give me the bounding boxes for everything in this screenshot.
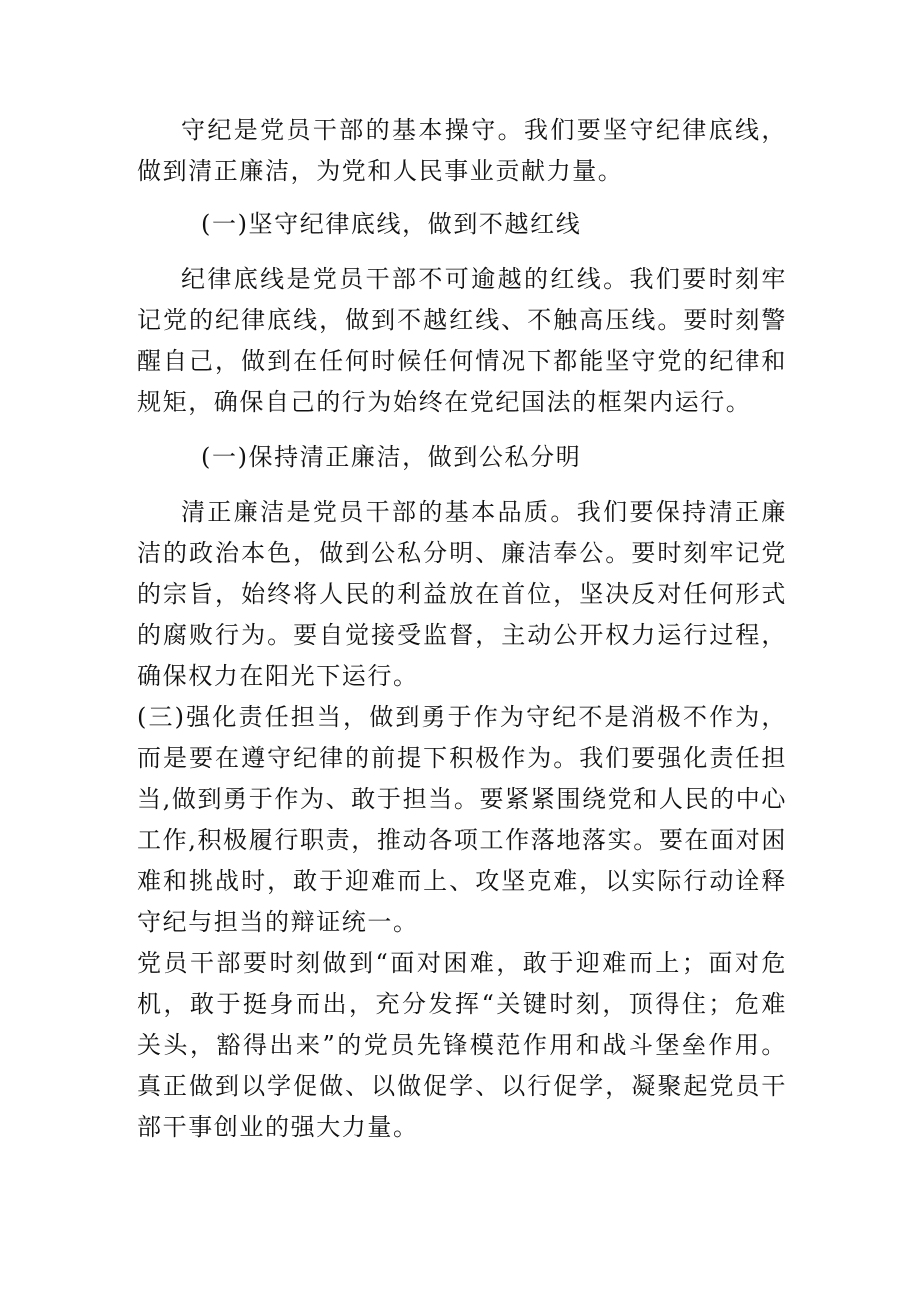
section-body-2: 清正廉洁是党员干部的基本品质。我们要保持清正廉洁的政治本色，做到公私分明、廉洁奉公。要时刻牢记党的宗旨，始终将人民的利益放在首位，坚决反对任何形式的腐败行为。要自觉接受监督，主动公开权力运行过程，确保权力在阳光下运行。 [137,498,787,690]
intro-paragraph: 守纪是党员干部的基本操守。我们要坚守纪律底线，做到清正廉洁，为党和人民事业贡献力量。 [137,116,787,185]
section-heading-2: (一)保持清正廉洁，做到公私分明 [201,443,582,471]
section-body-3: (三)强化责任担当，做到勇于作为守纪不是消极不作为，而是要在遵守纪律的前提下积极作为。我们要强化责任担当,做到勇于作为、敢于担当。要紧紧围绕党和人民的中心工作,积极履行职责，推动各项工作落地落实。要在面对困难和挑战时，敢于迎难而上、攻坚克难，以实际行动诠释守纪与担当的辩证统一。 [137,703,787,936]
section-heading-1: (一)坚守纪律底线，做到不越红线 [201,210,582,238]
document-body [137,110,787,1148]
section-body-1: 纪律底线是党员干部不可逾越的红线。我们要时刻牢记党的纪律底线，做到不越红线、不触高压线。要时刻警醒自己，做到在任何时候任何情况下都能坚守党的纪律和规矩，确保自己的行为始终在党纪国法的框架内运行。 [137,265,787,416]
closing-paragraph: 党员干部要时刻做到“面对困难，敢于迎难而上；面对危机，敢于挺身而出，充分发挥“关键时刻，顶得住；危难关头，豁得出来”的党员先锋模范作用和战斗堡垒作用。真正做到以学促做、以做促学、以行促学，凝聚起党员干部干事创业的强大力量。 [137,949,787,1141]
